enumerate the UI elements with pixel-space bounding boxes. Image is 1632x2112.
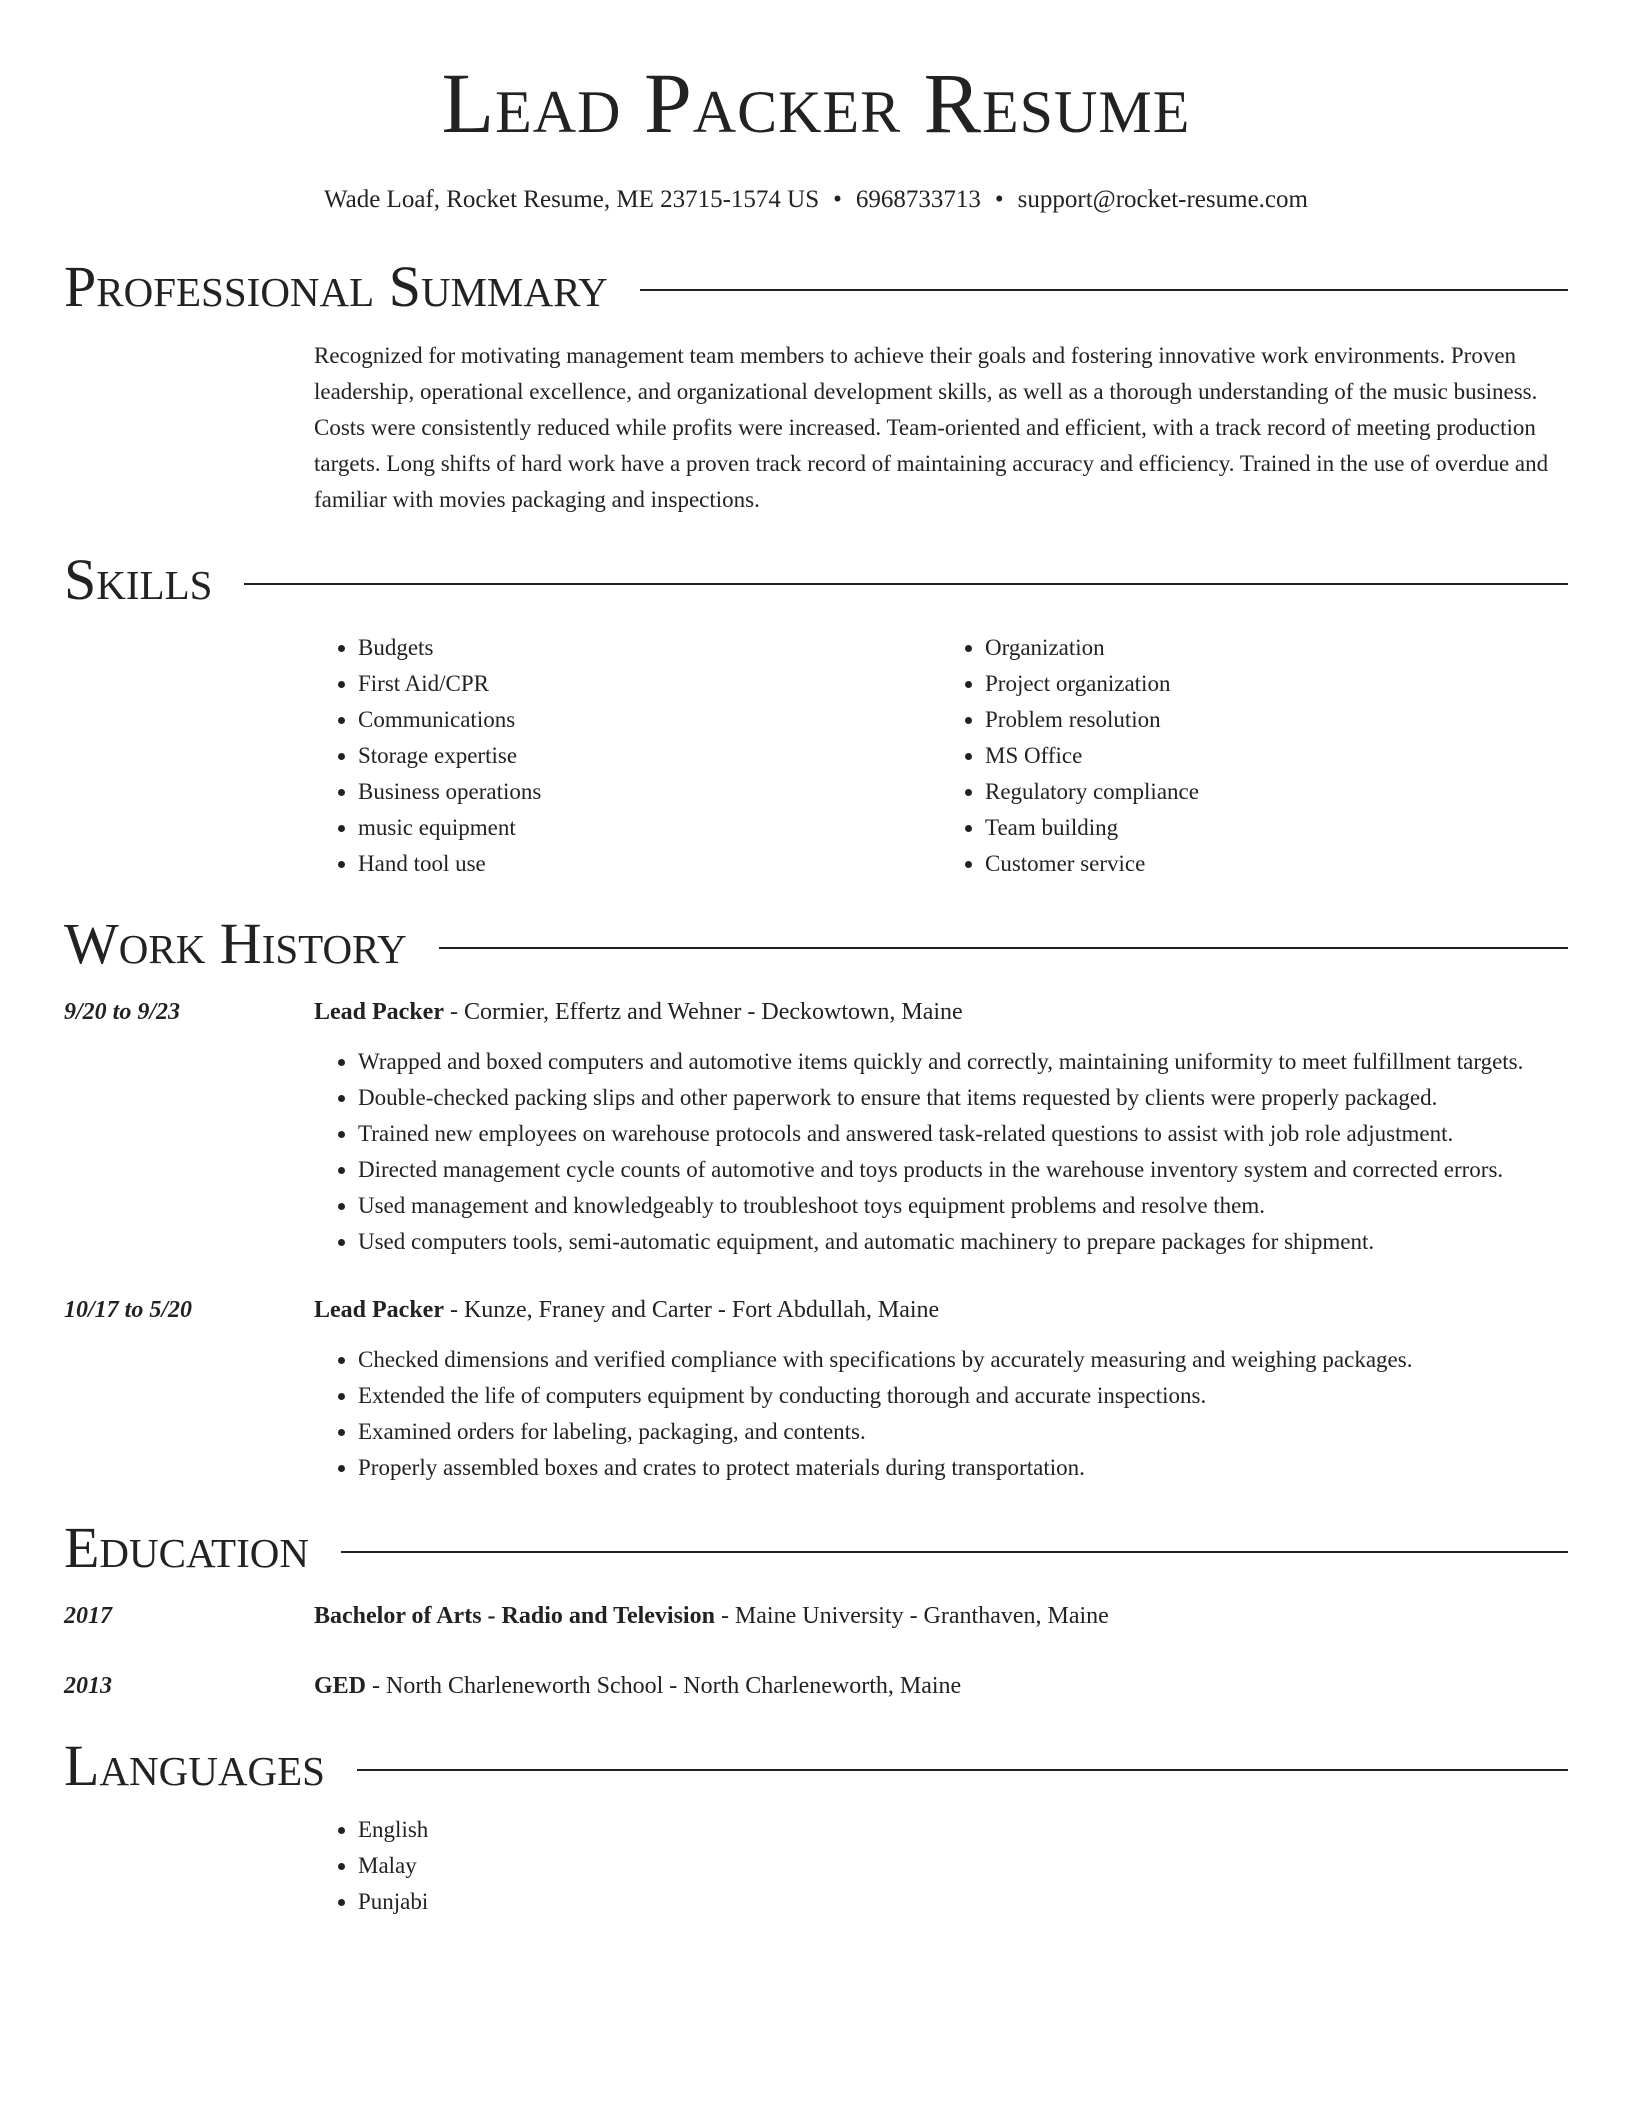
languages-list bbox=[314, 1812, 1568, 1920]
document-title: Lead Packer Resume bbox=[441, 55, 1191, 151]
skill-item: • Communications bbox=[358, 702, 941, 738]
work-heading: Work History bbox=[64, 911, 407, 977]
job-bullet: • Directed management cycle counts of automotive and toys products in the warehouse inventory system and corrected errors. bbox=[358, 1152, 1568, 1188]
job-entry bbox=[64, 1292, 1568, 1486]
languages-heading: Languages bbox=[64, 1732, 325, 1798]
skill-item: • Team building bbox=[985, 810, 1568, 846]
skill-item: • Organization bbox=[985, 630, 1568, 666]
job-bullets bbox=[314, 1342, 1568, 1486]
job-bullet: • Double-checked packing slips and other paperwork to ensure that items requested by clients were properly packaged. bbox=[358, 1080, 1568, 1116]
summary-section-header bbox=[64, 255, 1568, 319]
job-bullet: • Trained new employees on warehouse protocols and answered task-related questions to assist with job role adjustment. bbox=[358, 1116, 1568, 1152]
education-degree: GED bbox=[314, 1672, 367, 1699]
work-section-header bbox=[64, 912, 1568, 976]
skill-item: • Hand tool use bbox=[358, 846, 941, 882]
skill-item: • Business operations bbox=[358, 774, 941, 810]
education-heading-line bbox=[314, 1668, 1568, 1704]
job-date: 9/20 to 9/23 bbox=[64, 998, 181, 1025]
skill-item: • music equipment bbox=[358, 810, 941, 846]
skills-list-right bbox=[941, 630, 1568, 882]
job-title: Lead Packer bbox=[314, 998, 444, 1025]
contact-phone: 6968733713 bbox=[855, 185, 981, 213]
education-date: 2017 bbox=[64, 1602, 112, 1629]
summary-section bbox=[314, 338, 1568, 518]
section-divider bbox=[640, 289, 1568, 291]
section-divider bbox=[244, 583, 1568, 585]
education-date: 2013 bbox=[64, 1672, 112, 1699]
skill-item: • First Aid/CPR bbox=[358, 666, 941, 702]
summary-text: Recognized for motivating management team members to achieve their goals and fostering innovative work environments. Proven leadership, operational excellence, and organizational development skills, as well as a thorough understanding of the music business. Costs were consistently reduced while profits were increased. Team-oriented and efficient, with a track record of meeting production targets. Long shifts of hard work have a proven track record of maintaining accuracy and efficiency. Trained in the use of overdue and familiar with movies packaging and inspections. bbox=[314, 343, 1549, 513]
contact-separator: • bbox=[833, 185, 842, 213]
job-date: 10/17 to 5/20 bbox=[64, 1296, 193, 1323]
skills-section bbox=[314, 630, 1568, 882]
skills-list-left bbox=[314, 630, 941, 882]
language-item: • Punjabi bbox=[358, 1884, 1568, 1920]
summary-heading: Professional Summary bbox=[64, 253, 608, 319]
skills-section-header bbox=[64, 548, 1568, 612]
job-bullet: • Wrapped and boxed computers and automotive items quickly and correctly, maintaining uniformity to meet fulfillment targets. bbox=[358, 1044, 1568, 1080]
education-entry bbox=[64, 1668, 1568, 1704]
contact-line bbox=[64, 185, 1568, 215]
language-item: • Malay bbox=[358, 1848, 1568, 1884]
job-bullet: • Examined orders for labeling, packaging, and contents. bbox=[358, 1414, 1568, 1450]
education-heading-line bbox=[314, 1598, 1568, 1634]
skill-item: • Problem resolution bbox=[985, 702, 1568, 738]
section-divider bbox=[357, 1769, 1568, 1771]
contact-address: Wade Loaf, Rocket Resume, ME 23715-1574 US bbox=[324, 185, 820, 213]
contact-separator: • bbox=[994, 185, 1004, 213]
job-bullets-wrap bbox=[314, 1044, 1568, 1260]
section-divider bbox=[439, 947, 1568, 949]
language-item: • English bbox=[358, 1812, 1568, 1848]
skills-heading: Skills bbox=[64, 547, 213, 613]
job-details: - Kunze, Franey and Carter - Fort Abdullah, Maine bbox=[443, 1296, 940, 1323]
skill-item: • Project organization bbox=[985, 666, 1568, 702]
skill-item: • Storage expertise bbox=[358, 738, 941, 774]
job-title: Lead Packer bbox=[314, 1296, 444, 1323]
education-section-header bbox=[64, 1516, 1568, 1580]
job-heading bbox=[314, 994, 1568, 1030]
job-bullets bbox=[314, 1044, 1568, 1260]
job-bullet: • Extended the life of computers equipment by conducting thorough and accurate inspections. bbox=[358, 1378, 1568, 1414]
education-details: - North Charleneworth School - North Charleneworth, Maine bbox=[366, 1672, 962, 1699]
job-heading bbox=[314, 1292, 1568, 1328]
job-details: - Cormier, Effertz and Wehner - Deckowtown, Maine bbox=[443, 998, 963, 1025]
contact-email[interactable]: support@rocket-resume.com bbox=[1017, 185, 1308, 213]
skill-item: • MS Office bbox=[985, 738, 1568, 774]
section-divider bbox=[341, 1551, 1568, 1553]
job-header bbox=[64, 994, 1568, 1030]
job-bullet: • Properly assembled boxes and crates to protect materials during transportation. bbox=[358, 1450, 1568, 1486]
languages-section bbox=[314, 1812, 1568, 1920]
job-header bbox=[64, 1292, 1568, 1328]
education-degree: Bachelor of Arts - Radio and Television bbox=[314, 1602, 715, 1629]
skill-item: • Customer service bbox=[985, 846, 1568, 882]
education-heading: Education bbox=[64, 1514, 309, 1580]
education-entry bbox=[64, 1598, 1568, 1634]
job-bullet: • Used computers tools, semi-automatic equipment, and automatic machinery to prepare packages for shipment. bbox=[358, 1224, 1568, 1260]
job-bullet: • Checked dimensions and verified compliance with specifications by accurately measuring and weighing packages. bbox=[358, 1342, 1568, 1378]
skills-grid bbox=[314, 630, 1568, 882]
education-details: - Maine University - Granthaven, Maine bbox=[714, 1602, 1109, 1629]
languages-section-header bbox=[64, 1734, 1568, 1798]
job-bullet: • Used management and knowledgeably to troubleshoot toys equipment problems and resolve them. bbox=[358, 1188, 1568, 1224]
skill-item: • Regulatory compliance bbox=[985, 774, 1568, 810]
skill-item: • Budgets bbox=[358, 630, 941, 666]
job-entry bbox=[64, 994, 1568, 1260]
job-bullets-wrap bbox=[314, 1342, 1568, 1486]
